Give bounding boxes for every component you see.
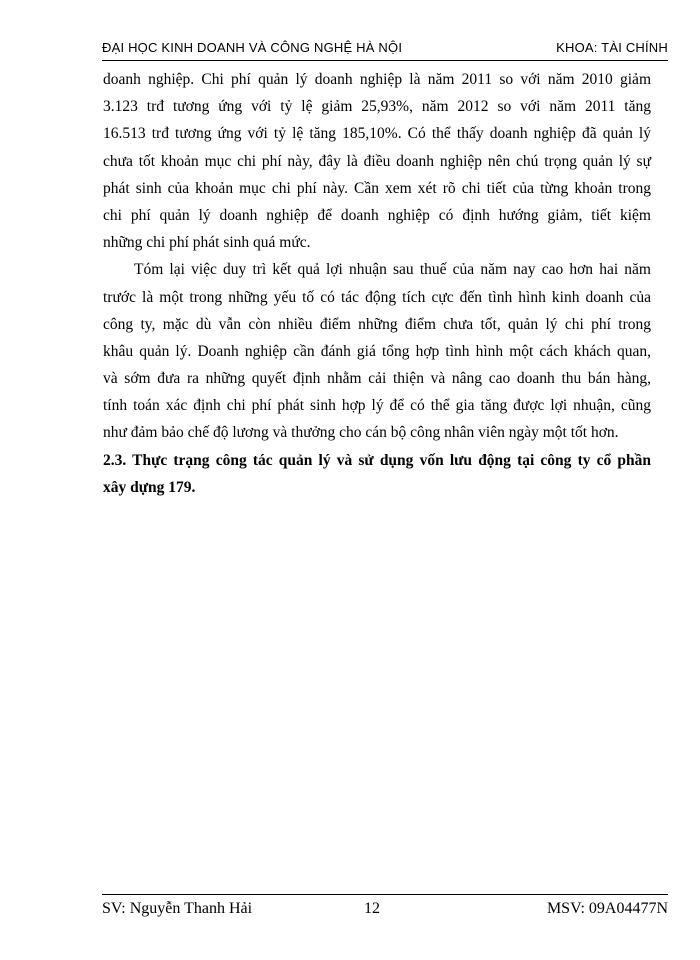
header-rule	[102, 60, 668, 61]
text-line: phát sinh của khoản mục chi phí này. Cần xem xét rõ chi tiết của từng khoản trong	[103, 179, 651, 197]
text-line: những chi phí phát sinh quá mức.	[103, 234, 311, 252]
paragraph-summary	[103, 256, 651, 446]
page-footer	[102, 900, 668, 924]
text-line: khâu quản lý. Doanh nghiệp cần đánh giá tổng hợp tình hình một cách khách quan,	[103, 342, 651, 360]
page-header	[102, 40, 668, 62]
text-line: như đảm bảo chế độ lương và thưởng cho cán bộ công nhân viên ngày một tốt hơn.	[103, 424, 619, 442]
page-number: 12	[364, 900, 380, 917]
text-line: Tóm lại việc duy trì kết quả lợi nhuận sau thuế của năm nay cao hơn hai năm	[134, 261, 651, 279]
heading-line: xây dựng 179.	[103, 478, 196, 496]
text-line: chưa tốt khoản mục chi phí này, đây là điều doanh nghiệp nên chú trọng quản lý sự	[103, 152, 651, 170]
footer-student-name: SV: Nguyễn Thanh Hải	[102, 900, 253, 917]
paragraph-cost-analysis	[103, 66, 651, 256]
text-line: trước là một trong những yếu tố có tác động tích cực đến tình hình kinh doanh của	[103, 288, 651, 306]
page-body	[103, 66, 651, 501]
section-heading	[103, 447, 651, 501]
text-line: và sớm đưa ra những quyết định nhằm cải thiện và nâng cao doanh thu bán hàng,	[103, 370, 651, 388]
text-line: tính toán xác định chi phí phát sinh hợp lý để có thể gia tăng được lợi nhuận, cũng	[103, 397, 651, 415]
heading-line: 2.3. Thực trạng công tác quản lý và sử dụng vốn lưu động tại công ty cổ phần	[103, 451, 651, 469]
footer-rule	[102, 894, 668, 895]
text-line: công ty, mặc dù vẫn còn nhiều điểm những điểm chưa tốt, quản lý chi phí trong	[103, 315, 651, 333]
text-line: doanh nghiệp. Chi phí quản lý doanh nghiệp là năm 2011 so với năm 2010 giảm	[103, 71, 651, 88]
text-line: chi phí quản lý doanh nghiệp để doanh nghiệp có định hướng giảm, tiết kiệm	[103, 206, 651, 224]
header-university: ĐẠI HỌC KINH DOANH VÀ CÔNG NGHỆ HÀ NỘI	[102, 40, 403, 55]
text-line: 3.123 trđ tương ứng với tỷ lệ giảm 25,93%, năm 2012 so với năm 2011 tăng	[103, 98, 651, 116]
text-line: 16.513 trđ tương ứng với tỷ lệ tăng 185,10%. Có thể thấy doanh nghiệp đã quản lý	[103, 125, 651, 143]
header-faculty: KHOA: TÀI CHÍNH	[556, 40, 668, 55]
footer-student-id: MSV: 09A04477N	[546, 900, 668, 917]
